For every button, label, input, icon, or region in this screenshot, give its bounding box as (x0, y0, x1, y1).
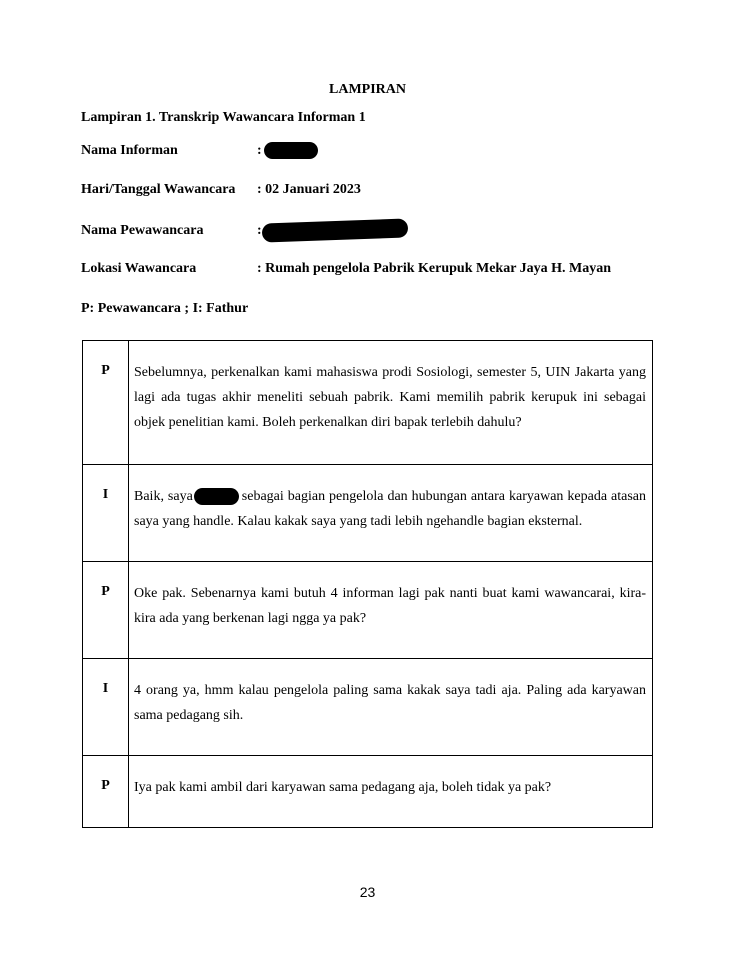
meta-interviewer-colon: : (257, 222, 262, 238)
meta-location-value: : Rumah pengelola Pabrik Kerupuk Mekar Jaya H. Mayan (257, 261, 612, 276)
utterance-cell (129, 465, 653, 562)
utterance-cell: Iya pak kami ambil dari karyawan sama pedagang aja, boleh tidak ya pak? (129, 756, 653, 828)
table-row (83, 562, 653, 659)
meta-location-label: Lokasi Wawancara (81, 261, 197, 276)
redaction-mark (264, 142, 318, 159)
table-row (83, 659, 653, 756)
redaction-mark (194, 488, 239, 505)
meta-interviewer-label: Nama Pewawancara (81, 222, 204, 238)
meta-date-value: : 02 Januari 2023 (257, 182, 361, 197)
table-row (83, 341, 653, 465)
meta-informant-label: Nama Informan (81, 142, 178, 158)
meta-interviewer-value (257, 221, 408, 240)
utterance-cell: 4 orang ya, hmm kalau pengelola paling sama kakak saya tadi aja. Paling ada karyawan sama pedagang sih. (129, 659, 653, 756)
transcript-table (82, 340, 653, 828)
main-title: LAMPIRAN (329, 82, 406, 97)
meta-location-row (81, 261, 611, 277)
meta-interviewer-row (81, 221, 408, 240)
redaction-mark (261, 218, 408, 242)
utterance-cell: Oke pak. Sebenarnya kami butuh 4 informan lagi pak nanti buat kami wawancarai, kira-kira ada yang berkenan lagi ngga ya pak? (129, 562, 653, 659)
meta-informant-value (257, 142, 318, 159)
utterance-cell: Sebelumnya, perkenalkan kami mahasiswa prodi Sosiologi, semester 5, UIN Jakarta yang lagi ada tugas akhir meneliti sebuah pabrik. Kami memilih pabrik kerupuk ini sebagai objek penelitian kami. Boleh perkenalkan diri bapak terlebih dahulu? (129, 341, 653, 465)
speaker-legend: P: Pewawancara ; I: Fathur (81, 301, 249, 316)
speaker-cell: P (83, 562, 129, 659)
speaker-cell: I (83, 465, 129, 562)
meta-informant-colon: : (257, 142, 262, 158)
sub-title: Lampiran 1. Transkrip Wawancara Informan 1 (81, 110, 366, 125)
utterance-text-before: Baik, saya (134, 489, 193, 504)
utterance-text-after: sebagai bagian pengelola dan hubungan antara karyawan kepada atasan saya yang handle. Kalau kakak saya yang tadi lebih ngehandle bagian eksternal. (134, 489, 646, 529)
meta-date-row (81, 182, 361, 198)
table-row (83, 465, 653, 562)
meta-informant-row (81, 142, 318, 159)
meta-date-label: Hari/Tanggal Wawancara (81, 182, 236, 197)
speaker-cell: P (83, 756, 129, 828)
speaker-cell: P (83, 341, 129, 465)
page-number: 23 (359, 884, 376, 900)
table-row (83, 756, 653, 828)
speaker-cell: I (83, 659, 129, 756)
